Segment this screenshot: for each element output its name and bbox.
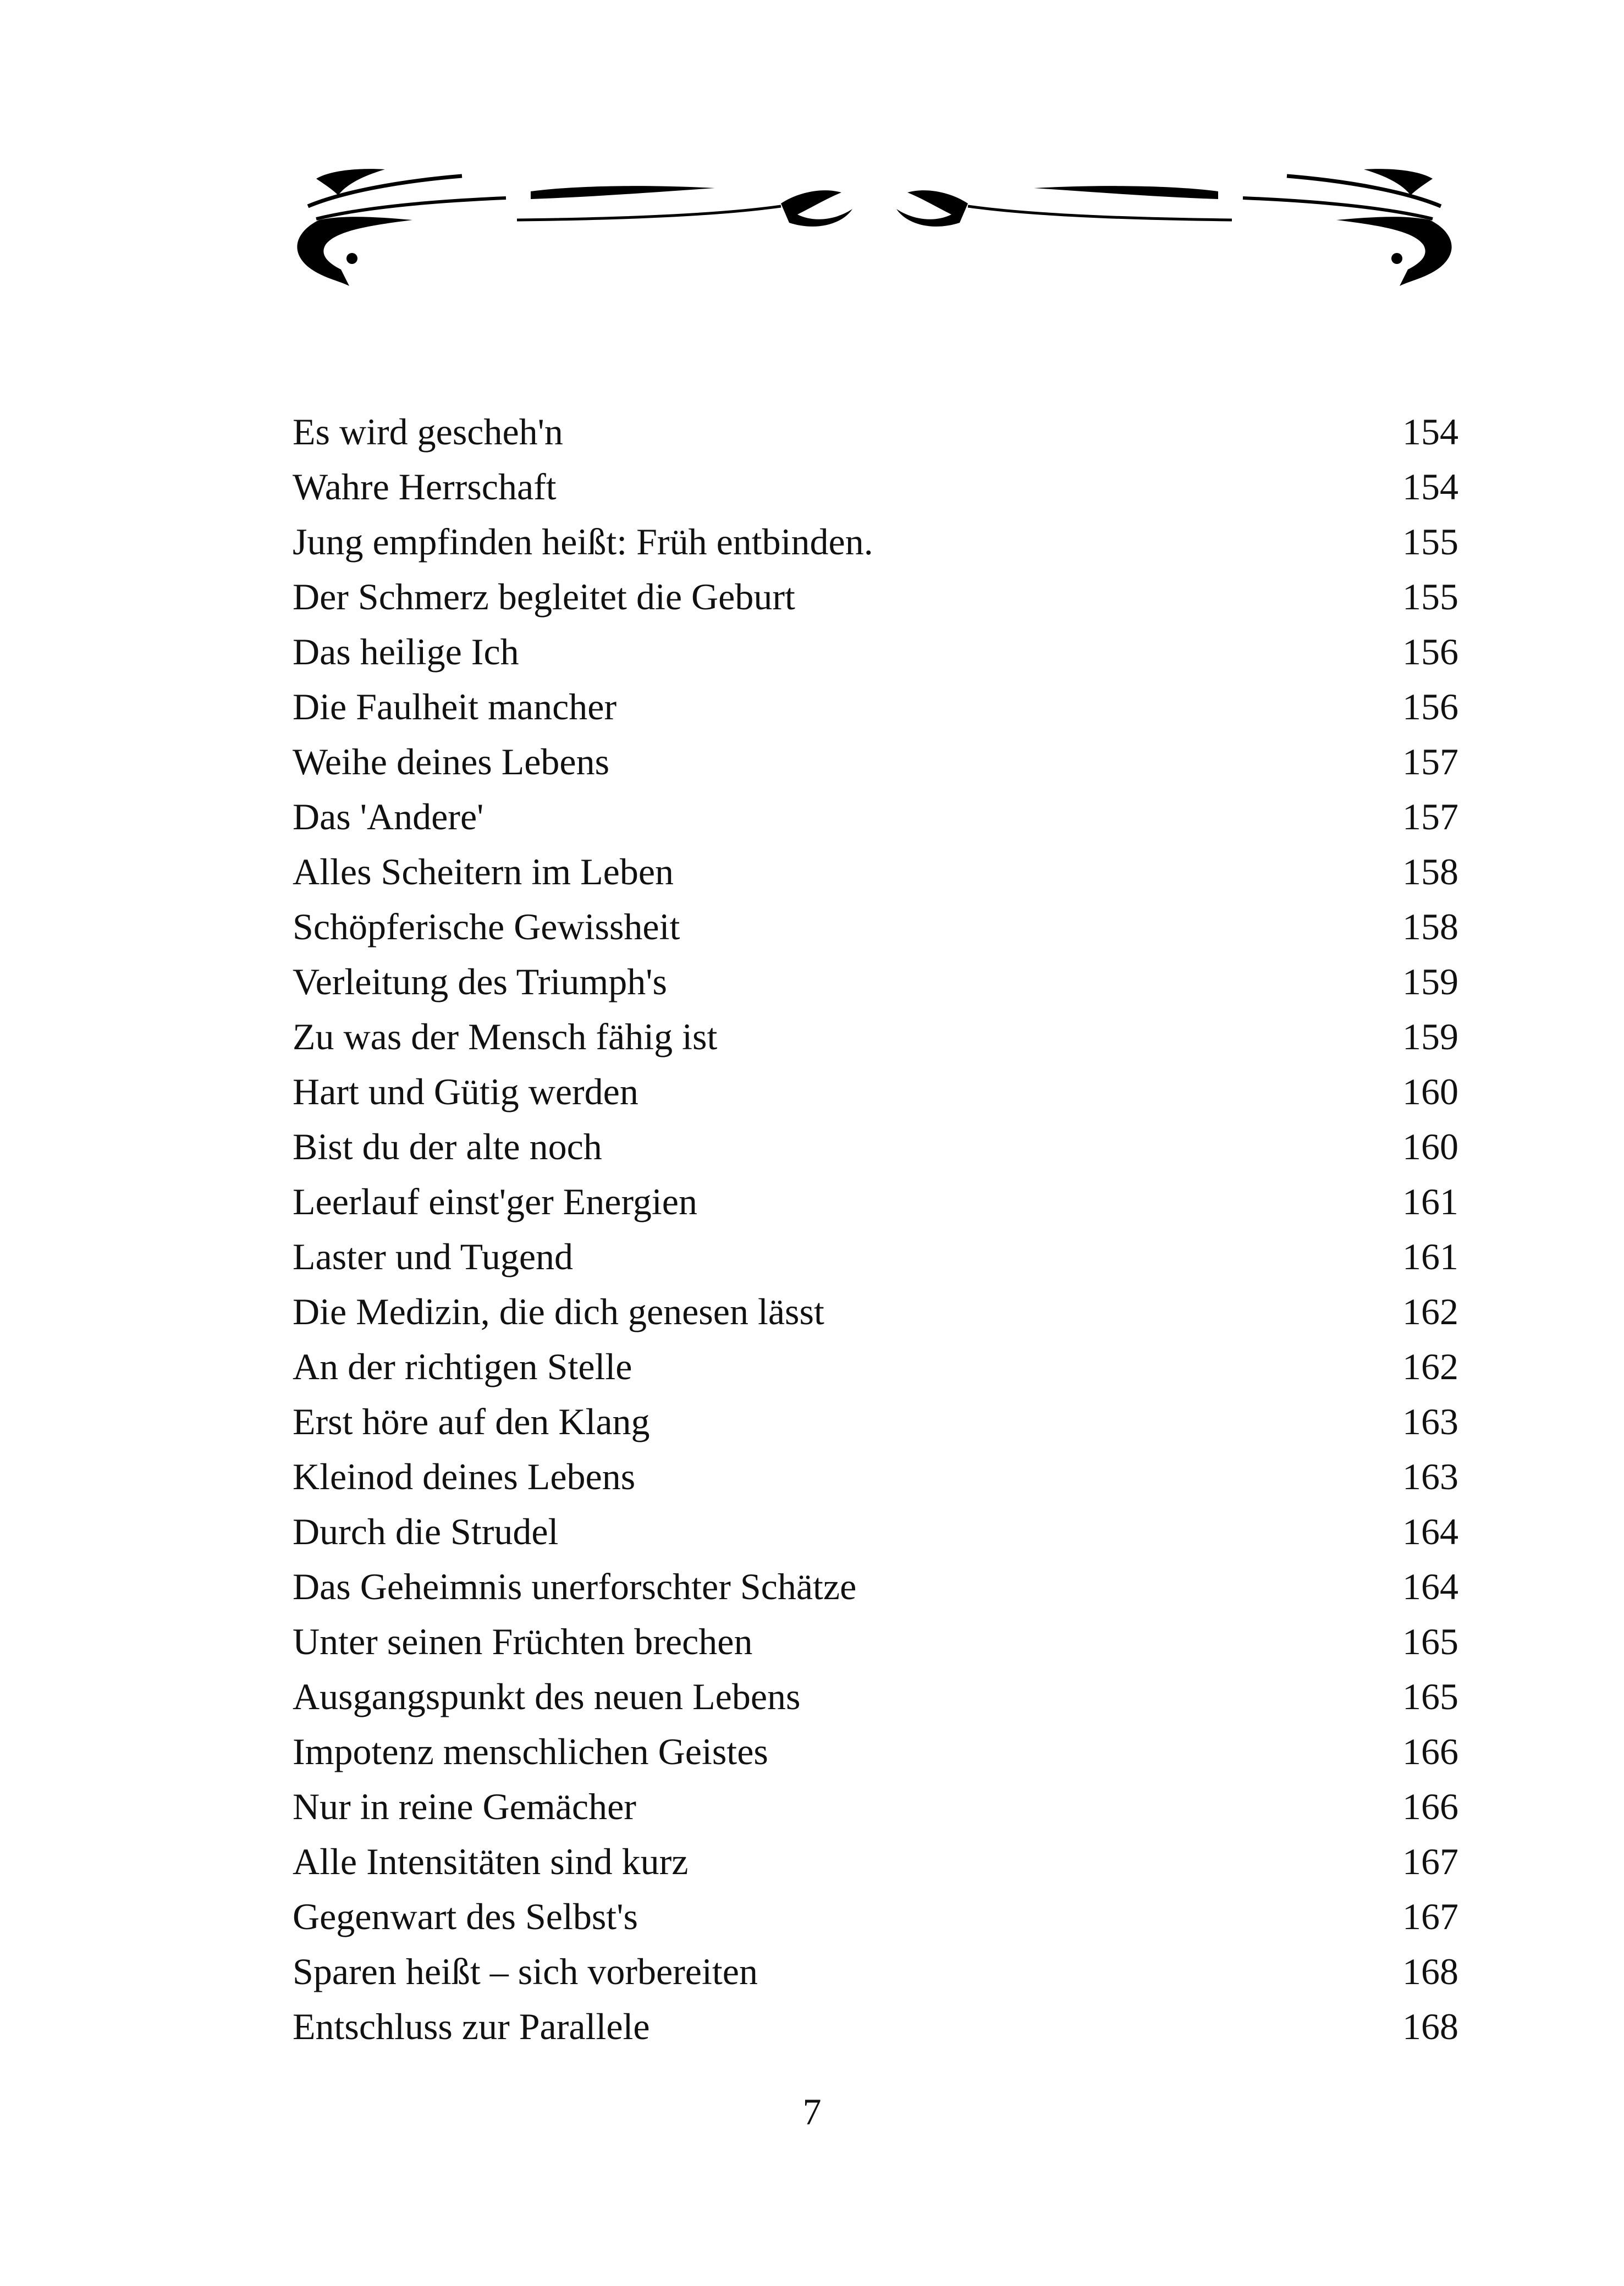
toc-entry <box>293 1834 1458 1889</box>
toc-entry <box>293 1339 1458 1394</box>
toc-entry <box>293 1394 1458 1449</box>
toc-entry-page: 155 <box>1402 521 1458 563</box>
toc-entry <box>293 789 1458 844</box>
toc-entry-title: Die Faulheit mancher <box>293 686 617 728</box>
toc-entry-page: 166 <box>1402 1786 1458 1827</box>
toc-entry-title: Sparen heißt – sich vorbereiten <box>293 1951 758 1992</box>
toc-entry-title: Es wird gescheh'n <box>293 411 563 453</box>
toc-entry-page: 160 <box>1402 1071 1458 1112</box>
toc-entry <box>293 404 1458 459</box>
toc-entry-title: Durch die Strudel <box>293 1511 559 1552</box>
toc-entry-title: Impotenz menschlichen Geistes <box>293 1731 768 1772</box>
toc-entry-title: Zu was der Mensch fähig ist <box>293 1016 718 1057</box>
toc-entry-title: Nur in reine Gemächer <box>293 1786 636 1827</box>
toc-entry-page: 165 <box>1402 1676 1458 1717</box>
toc-entry-page: 160 <box>1402 1126 1458 1167</box>
toc-entry <box>293 514 1458 569</box>
toc-entry-page: 168 <box>1402 2006 1458 2047</box>
toc-entry-page: 154 <box>1402 411 1458 453</box>
toc-entry <box>293 899 1458 954</box>
toc-entry-title: Ausgangspunkt des neuen Lebens <box>293 1676 801 1717</box>
toc-entry-page: 163 <box>1402 1401 1458 1442</box>
toc-entry-title: Bist du der alte noch <box>293 1126 602 1167</box>
toc-entry <box>293 1724 1458 1779</box>
toc-entry-page: 157 <box>1402 796 1458 838</box>
toc-entry-page: 162 <box>1402 1291 1458 1332</box>
toc-entry-page: 156 <box>1402 686 1458 728</box>
toc-entry-page: 165 <box>1402 1621 1458 1662</box>
toc-entry <box>293 1119 1458 1174</box>
toc-entry <box>293 954 1458 1009</box>
toc-entry <box>293 1779 1458 1834</box>
toc-entry-title: Alle Intensitäten sind kurz <box>293 1841 689 1882</box>
toc-entry-page: 162 <box>1402 1346 1458 1387</box>
toc-entry-title: Der Schmerz begleitet die Geburt <box>293 576 795 618</box>
toc-entry-title: Gegenwart des Selbst's <box>293 1896 638 1937</box>
toc-entry-title: Alles Scheitern im Leben <box>293 851 674 893</box>
toc-entry-page: 163 <box>1402 1456 1458 1497</box>
toc-entry <box>293 1559 1458 1614</box>
toc-entry-page: 164 <box>1402 1511 1458 1552</box>
toc-entry-title: Jung empfinden heißt: Früh entbinden. <box>293 521 873 563</box>
toc-entry-title: Wahre Herrschaft <box>293 466 557 508</box>
toc-entry <box>293 1229 1458 1284</box>
toc-entry-page: 167 <box>1402 1896 1458 1937</box>
toc-entry-page: 156 <box>1402 631 1458 673</box>
toc-entry-title: Das 'Andere' <box>293 796 484 838</box>
toc-entry-page: 158 <box>1402 906 1458 948</box>
toc-entry-page: 164 <box>1402 1566 1458 1607</box>
toc-entry <box>293 1999 1458 2054</box>
toc-entry-title: Verleitung des Triumph's <box>293 961 667 1002</box>
toc-entry-title: Erst höre auf den Klang <box>293 1401 650 1442</box>
toc-entry-page: 168 <box>1402 1951 1458 1992</box>
toc-entry <box>293 679 1458 734</box>
toc-entry-title: Das Geheimnis unerforschter Schätze <box>293 1566 857 1607</box>
table-of-contents <box>293 404 1458 2054</box>
toc-entry-title: Schöpferische Gewissheit <box>293 906 680 948</box>
toc-entry-title: Leerlauf einst'ger Energien <box>293 1181 697 1222</box>
toc-entry-title: Laster und Tugend <box>293 1236 573 1277</box>
toc-entry-page: 167 <box>1402 1841 1458 1882</box>
toc-entry-page: 161 <box>1402 1181 1458 1222</box>
toc-entry <box>293 1944 1458 1999</box>
toc-entry <box>293 1449 1458 1504</box>
toc-entry-title: Entschluss zur Parallele <box>293 2006 650 2047</box>
toc-entry <box>293 1064 1458 1119</box>
toc-entry-title: Weihe deines Lebens <box>293 741 610 783</box>
toc-entry-title: Kleinod deines Lebens <box>293 1456 636 1497</box>
toc-entry <box>293 1669 1458 1724</box>
toc-entry <box>293 1284 1458 1339</box>
toc-entry-page: 166 <box>1402 1731 1458 1772</box>
toc-entry-page: 161 <box>1402 1236 1458 1277</box>
toc-entry <box>293 734 1458 789</box>
toc-entry <box>293 1009 1458 1064</box>
toc-entry <box>293 1504 1458 1559</box>
toc-entry <box>293 1889 1458 1944</box>
toc-entry <box>293 844 1458 899</box>
toc-entry <box>293 569 1458 624</box>
toc-entry-page: 155 <box>1402 576 1458 618</box>
toc-entry-page: 158 <box>1402 851 1458 893</box>
toc-entry-page: 157 <box>1402 741 1458 783</box>
toc-entry-title: Die Medizin, die dich genesen lässt <box>293 1291 824 1332</box>
toc-entry-title: Unter seinen Früchten brechen <box>293 1621 753 1662</box>
toc-entry <box>293 1174 1458 1229</box>
page-number: 7 <box>802 2091 822 2133</box>
toc-entry <box>293 459 1458 514</box>
toc-entry-page: 154 <box>1402 466 1458 508</box>
toc-entry <box>293 624 1458 679</box>
toc-entry-page: 159 <box>1402 1016 1458 1057</box>
toc-entry-title: An der richtigen Stelle <box>293 1346 632 1387</box>
toc-entry-title: Hart und Gütig werden <box>293 1071 638 1112</box>
art-nouveau-ornament-icon <box>286 154 1463 291</box>
toc-entry-title: Das heilige Ich <box>293 631 519 673</box>
toc-entry-page: 159 <box>1402 961 1458 1002</box>
toc-entry <box>293 1614 1458 1669</box>
